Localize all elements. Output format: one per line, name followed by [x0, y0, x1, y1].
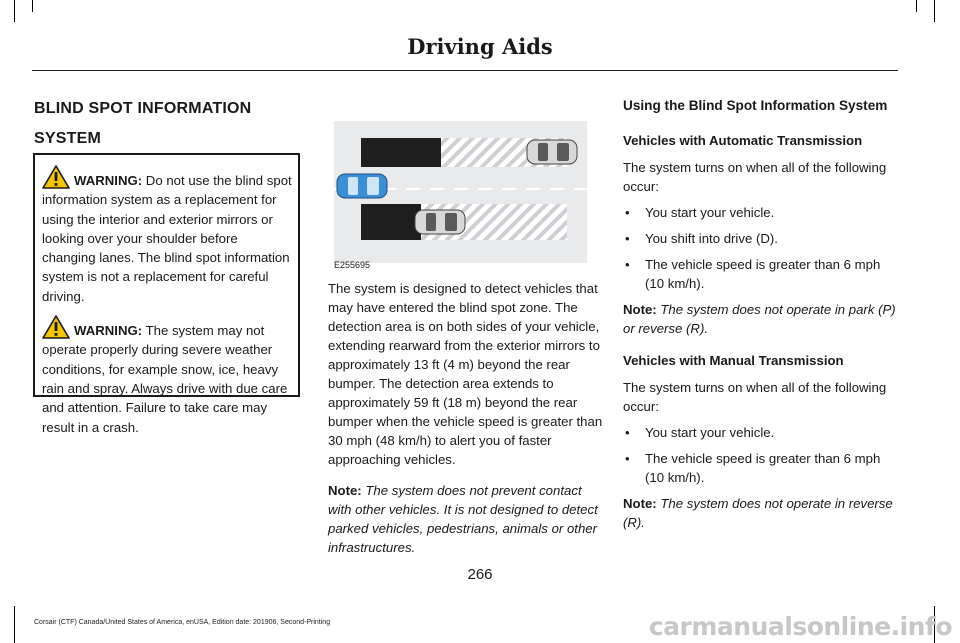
right-column: [623, 98, 897, 532]
warning-triangle-icon: [42, 165, 70, 189]
bullet: •: [625, 205, 630, 220]
warning-label: WARNING:: [74, 323, 143, 339]
list-item: [623, 423, 897, 442]
vehicle-icon: [527, 140, 577, 164]
page-number: 266: [467, 566, 493, 583]
body-paragraph: The system is designed to detect vehicles that may have entered the blind spot zone. The detection area is on both sides of your vehicle, extending rearward from the exterior mirrors to approximately 13 ft (4 m) beyond the rear bumper. The detection area extends to approximately 59 ft (18 m) beyond the rear bumper when the vehicle speed is greater than 30 mph (48 km/h) to alert you of faster approaching vehicles.: [328, 281, 603, 467]
bullet: •: [625, 451, 630, 466]
list-item-text: You start your vehicle.: [645, 425, 775, 440]
note: [623, 300, 897, 338]
note-label: Note:: [328, 483, 362, 498]
manual-conditions-list: [623, 423, 897, 487]
warning-text: The system may not operate properly during severe weather conditions, for example snow, ice, heavy rain and spray. Always drive with due care and attention. Failure to take care may result in a crash.: [42, 323, 288, 435]
warning-paragraph: [42, 165, 292, 306]
note: [623, 494, 897, 532]
detection-zone: [361, 138, 441, 167]
note: [328, 481, 604, 557]
note-text: The system does not prevent contact with other vehicles. It is not designed to detect parked vehicles, pedestrians, animals or other infrastructures.: [328, 483, 598, 555]
list-item: [623, 229, 897, 248]
watermark: carmanualsonline.info: [648, 612, 952, 641]
bullet: •: [625, 425, 630, 440]
subsection-heading: Using the Blind Spot Information System: [623, 98, 888, 113]
note-text: The system does not operate in park (P) or reverse (R).: [623, 302, 896, 336]
warning-label: WARNING:: [74, 173, 143, 188]
list-item-text: The vehicle speed is greater than 6 mph (10 km/h).: [645, 451, 881, 485]
footer-edition-info: Corsair (CTF) Canada/United States of America, enUSA, Edition date: 201906, Second-Printing: [34, 619, 331, 626]
middle-column: [328, 279, 604, 557]
section-heading-line2: SYSTEM: [34, 130, 101, 147]
warning-box: [33, 153, 300, 435]
bullet: •: [625, 231, 630, 246]
left-column: [34, 97, 302, 151]
page-header-title: Driving Aids: [407, 34, 553, 59]
list-item: [623, 203, 897, 222]
warning-triangle-icon: [42, 315, 70, 339]
figure-id: E255695: [334, 260, 371, 270]
list-item-text: You start your vehicle.: [645, 205, 775, 220]
list-item: [623, 255, 897, 293]
manual-transmission-heading: Vehicles with Manual Transmission: [623, 353, 844, 368]
list-item: [623, 449, 897, 487]
section-heading-line1: BLIND SPOT INFORMATION: [34, 100, 252, 117]
body-paragraph: The system turns on when all of the following occur:: [623, 380, 887, 414]
auto-conditions-list: [623, 203, 897, 293]
crop-mark: [14, 606, 15, 643]
note-label: Note:: [623, 496, 657, 511]
warning-paragraph: [42, 315, 292, 437]
warning-text: Do not use the blind spot information system as a replacement for using the interior and exterior mirrors or looking over your shoulder before changing lanes. The blind spot information system is not a replacement for careful driving.: [42, 173, 292, 304]
list-item-text: The vehicle speed is greater than 6 mph (10 km/h).: [645, 257, 881, 291]
crop-mark: [916, 0, 917, 12]
vehicle-icon: [415, 210, 465, 234]
blind-spot-diagram: [334, 121, 587, 263]
ego-vehicle-icon: [337, 174, 387, 198]
note-text: The system does not operate in reverse (R).: [623, 496, 893, 530]
header-divider: [32, 70, 898, 71]
crop-mark: [14, 0, 15, 22]
auto-transmission-heading: Vehicles with Automatic Transmission: [623, 133, 863, 148]
list-item-text: You shift into drive (D).: [645, 231, 778, 246]
detection-zone: [361, 204, 421, 240]
crop-mark: [934, 0, 935, 22]
crop-mark: [32, 0, 33, 12]
bullet: •: [625, 257, 630, 272]
section-heading: [34, 97, 302, 151]
note-label: Note:: [623, 302, 657, 317]
body-paragraph: The system turns on when all of the following occur:: [623, 160, 887, 194]
